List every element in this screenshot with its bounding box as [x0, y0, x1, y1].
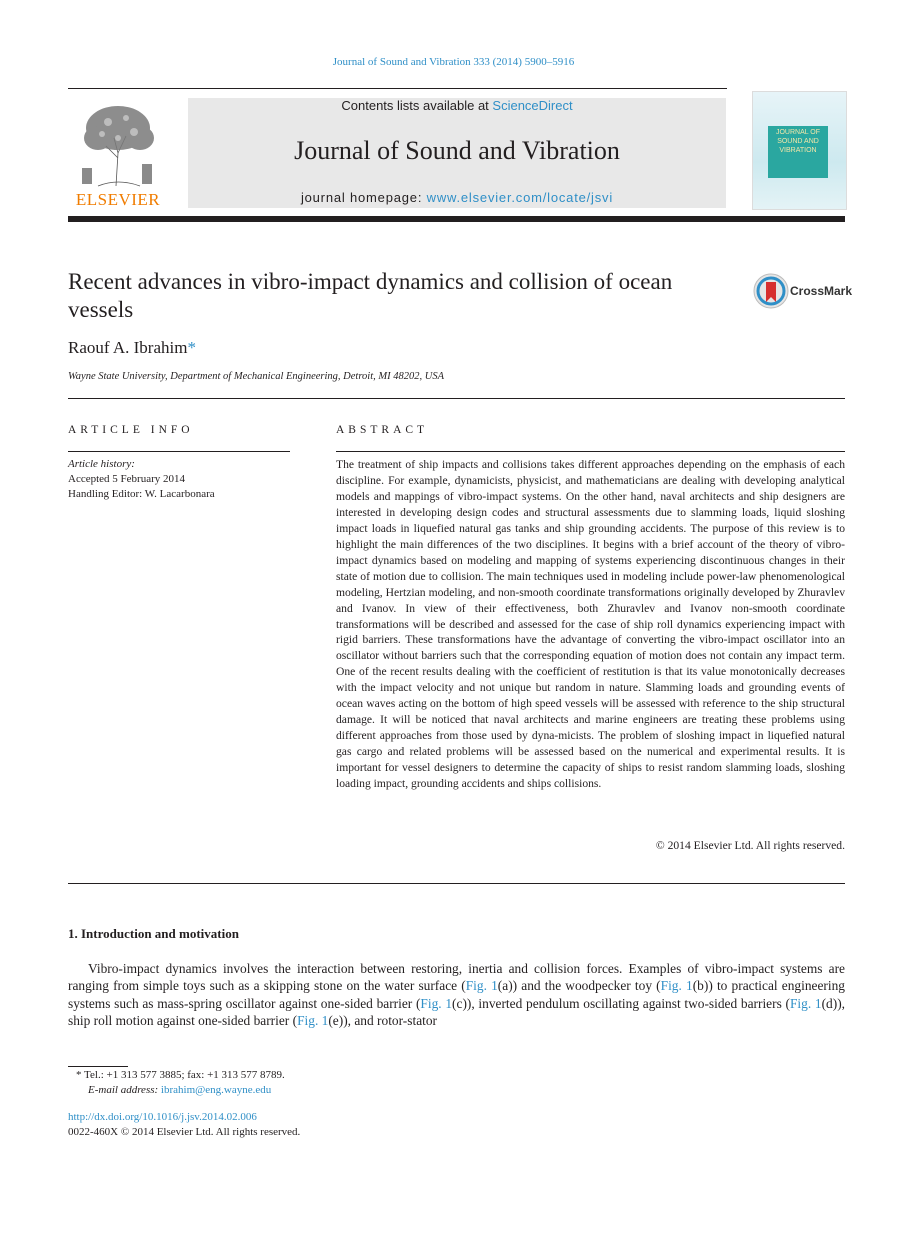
abstract-text: The treatment of ship impacts and collisions takes different approaches depending on the emphasis of each discipline. For example, dynamicists, physicist, and mathematicians are dealing with developing analytical models and mappings of vibro-impact systems. On the other hand, naval architects and ship designers are interested in developing design codes and structural assessments due to slamming loads, liquid sloshing impact loads in liquefied natural gas tanks and ship grounding accidents. The purpose of this review is to highlight the main differences of the two disciplines. It begins with a brief account of the theory of vibro-impact dynamics based on modeling and mapping of systems experiencing discontinuous changes in their state of motion due to collision. The main techniques used in modeling include power-law phenomenological modeling, Hertzian modeling, and non-smooth coordinate transformations originally developed by Zhuravlev and Ivanov. In view of their effectiveness, both Zhuravlev and Ivanov non-smooth coordinate transformations will be described and assessed for the case of ship roll dynamics experiencing impact with rigid barriers. These transformations have the advantage of converting the vibro-impact oscillator into an oscillator without barriers such that the corresponding equation of motion does not contain any impact term. One of the recent results dealing with the coefficient of restitution is that its value monotonically decreases with the impact velocity and not unique but random in nature. Slamming loads and grounding events of ocean waves acting on the bottom of high speed vessels will be assessed with reference to the ship structural damage. It will be noticed that naval architects and marine engineers are treating these problems using different approaches from those used by dyna-micists. The problem of sloshing impact in liquefied natural gas cargo and related problems will be assessed based on the numerical and experimental results. It is important for vessel designers to determine the capacity of ships to resist random slamming loads, sloshing loading impact, grounding accidents and ships collisions.: [336, 458, 845, 791]
article-info-rule: [68, 451, 290, 452]
author-name: Raouf A. Ibrahim*: [68, 338, 196, 357]
header-bottom-rule: [68, 216, 845, 222]
author-affiliation: Wayne State University, Department of Mechanical Engineering, Detroit, MI 48202, USA: [68, 371, 444, 382]
section-rule: [68, 398, 845, 399]
article-info-heading: ARTICLE INFO: [68, 424, 194, 436]
article-title: Recent advances in vibro-impact dynamics and collision of ocean vessels: [68, 269, 673, 322]
abstract-heading: ABSTRACT: [336, 424, 429, 436]
fig-1-link[interactable]: Fig. 1: [297, 1012, 329, 1028]
contents-available-line: Contents lists available at ScienceDirect: [341, 98, 573, 113]
doi-link[interactable]: http://dx.doi.org/10.1016/j.jsv.2014.02.006: [68, 1111, 257, 1123]
section-rule: [68, 883, 845, 884]
journal-title: Journal of Sound and Vibration: [294, 136, 620, 165]
crossmark-label[interactable]: CrossMark: [790, 284, 853, 298]
footnote-telephone: * Tel.: +1 313 577 3885; fax: +1 313 577 8789.: [76, 1069, 285, 1081]
author-footnote-mark[interactable]: *: [187, 338, 196, 357]
sciencedirect-link[interactable]: ScienceDirect: [492, 98, 573, 113]
abstract-rule: [336, 451, 845, 452]
article-history: [68, 457, 215, 502]
intro-paragraph: Vibro-impact dynamics involves the interaction between restoring, inertia and collision forces. Examples of vibro-impact systems are ranging from simple toys such as a skipping stone on the water surface (Fig. 1(a)) and the woodpecker toy (Fig. 1(b)) to practical engineering systems such as mass-spring oscillator against one-sided barrier (Fig. 1(c)), inverted pendulum oscillating against two-sided barriers (Fig. 1(d)), ship roll motion against one-sided barrier (Fig. 1(e)), and rotor-stator: [68, 961, 845, 1028]
abstract-copyright: © 2014 Elsevier Ltd. All rights reserved.: [655, 839, 845, 852]
journal-cover-title: JOURNAL OF SOUND AND VIBRATION: [775, 129, 821, 154]
section-heading: 1. Introduction and motivation: [68, 926, 239, 941]
handling-editor: Handling Editor: W. Lacarbonara: [68, 488, 215, 500]
accepted-date: Accepted 5 February 2014: [68, 473, 185, 485]
journal-homepage-link[interactable]: www.elsevier.com/locate/jsvi: [426, 190, 614, 205]
history-label: Article history:: [68, 458, 135, 470]
elsevier-wordmark: ELSEVIER: [75, 190, 161, 209]
journal-homepage-line: journal homepage: www.elsevier.com/locate/jsvi: [300, 190, 614, 205]
issn-copyright: 0022-460X © 2014 Elsevier Ltd. All rights reserved.: [68, 1126, 301, 1138]
header-top-rule: [68, 88, 727, 89]
journal-citation[interactable]: Journal of Sound and Vibration 333 (2014) 5900–5916: [332, 56, 575, 68]
fig-1-link[interactable]: Fig. 1: [660, 978, 693, 994]
fig-1-link[interactable]: Fig. 1: [789, 995, 822, 1011]
footnote-email: E-mail address: ibrahim@eng.wayne.edu: [88, 1084, 272, 1096]
fig-1-link[interactable]: Fig. 1: [465, 978, 498, 994]
footnote-rule: [68, 1066, 128, 1067]
email-link[interactable]: ibrahim@eng.wayne.edu: [160, 1084, 272, 1096]
fig-1-link[interactable]: Fig. 1: [420, 995, 453, 1011]
